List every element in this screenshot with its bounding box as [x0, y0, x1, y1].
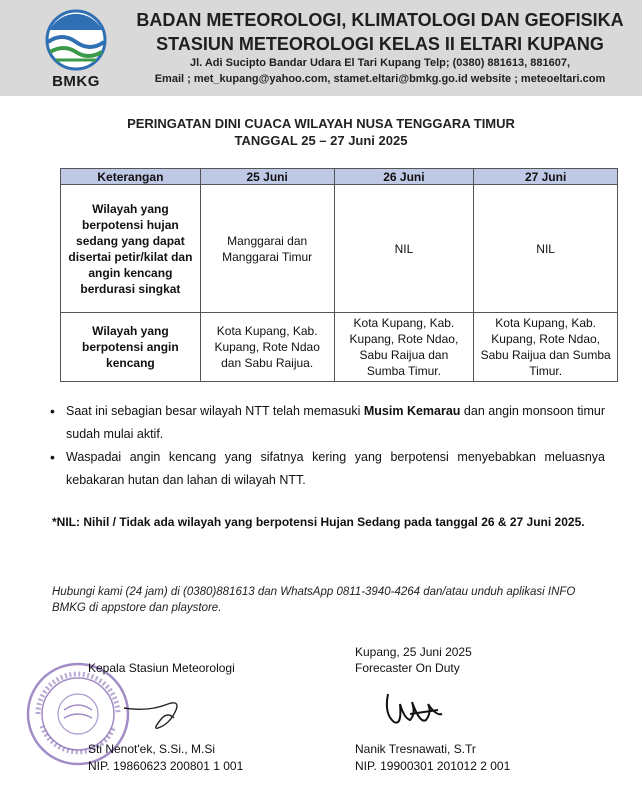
document-title: PERINGATAN DINI CUACA WILAYAH NUSA TENGGARA TIMUR	[127, 116, 515, 131]
notes-list	[50, 400, 605, 492]
signatory-right-name: Nanik Tresnawati, S.Tr	[355, 742, 476, 756]
table-cell: NIL	[474, 185, 618, 313]
season-highlight: Musim Kemarau	[363, 404, 461, 418]
signature-mark-left	[118, 688, 198, 738]
signatory-right-title: Forecaster On Duty	[355, 661, 460, 675]
organization-name: BADAN METEOROLOGI, KLIMATOLOGI DAN GEOFISIKA	[136, 10, 624, 30]
nil-definition-note: *NIL: Nihil / Tidak ada wilayah yang berpotensi Hujan Sedang pada tanggal 26 & 27 Juni 2025.	[52, 515, 585, 529]
note-text: dan angin monsoon timur sudah mulai aktif.	[66, 404, 605, 441]
contact-note: Hubungi kami (24 jam) di (0380)881613 dan WhatsApp 0811-3940-4264 dan/atau unduh aplikasi INFO BMKG di appstore dan playstore.	[52, 586, 576, 614]
signing-place-date: Kupang, 25 Juni 2025	[355, 645, 472, 659]
table-row	[61, 313, 618, 382]
signature-mark-right	[380, 684, 450, 730]
warning-table	[60, 168, 618, 382]
signatory-left-nip: NIP. 19860623 200801 1 001	[88, 759, 244, 773]
table-row	[61, 185, 618, 313]
signatory-right-nip: NIP. 19900301 201012 2 001	[355, 759, 511, 773]
row-description: Wilayah yang berpotensi angin kencang	[61, 313, 201, 382]
table-cell: Kota Kupang, Kab. Kupang, Rote Ndao, Sabu Raijua dan Sumba Timur.	[334, 313, 474, 382]
logo-text: BMKG	[52, 73, 100, 90]
table-cell: Kota Kupang, Kab. Kupang, Rote Ndao dan Sabu Raijua.	[200, 313, 334, 382]
list-item	[50, 400, 605, 446]
station-name: STASIUN METEOROLOGI KELAS II ELTARI KUPANG	[156, 34, 604, 54]
letterhead	[0, 0, 642, 96]
table-cell: NIL	[334, 185, 474, 313]
column-header: 26 Juni	[334, 169, 474, 185]
column-header: 27 Juni	[474, 169, 618, 185]
station-contact: Email ; met_kupang@yahoo.com, stamet.eltari@bmkg.go.id website ; meteoeltari.com	[154, 73, 606, 85]
signatory-left-name: Sti Nenot'ek, S.Si., M.Si	[88, 742, 216, 756]
table-cell: Manggarai dan Manggarai Timur	[200, 185, 334, 313]
document-date-range: TANGGAL 25 – 27 Juni 2025	[234, 133, 408, 148]
row-description: Wilayah yang berpotensi hujan sedang yang dapat disertai petir/kilat dan angin kencang berdurasi singkat	[61, 185, 201, 313]
table-header-row	[61, 169, 618, 185]
list-item: • Waspadai angin kencang yang sifatnya kering yang berpotensi menyebabkan meluasnya kebakaran hutan dan lahan di wilayah NTT.	[50, 446, 605, 492]
note-text: Saat ini sebagian besar wilayah NTT telah memasuki	[66, 404, 364, 418]
table-cell: Kota Kupang, Kab. Kupang, Rote Ndao, Sabu Raijua dan Sumba Timur.	[474, 313, 618, 382]
station-address: Jl. Adi Sucipto Bandar Udara El Tari Kupang Telp; (0380) 881613, 881607,	[189, 57, 571, 69]
column-header: Keterangan	[61, 169, 201, 185]
column-header: 25 Juni	[200, 169, 334, 185]
signatory-left-title: Kepala Stasiun Meteorologi	[88, 661, 235, 675]
